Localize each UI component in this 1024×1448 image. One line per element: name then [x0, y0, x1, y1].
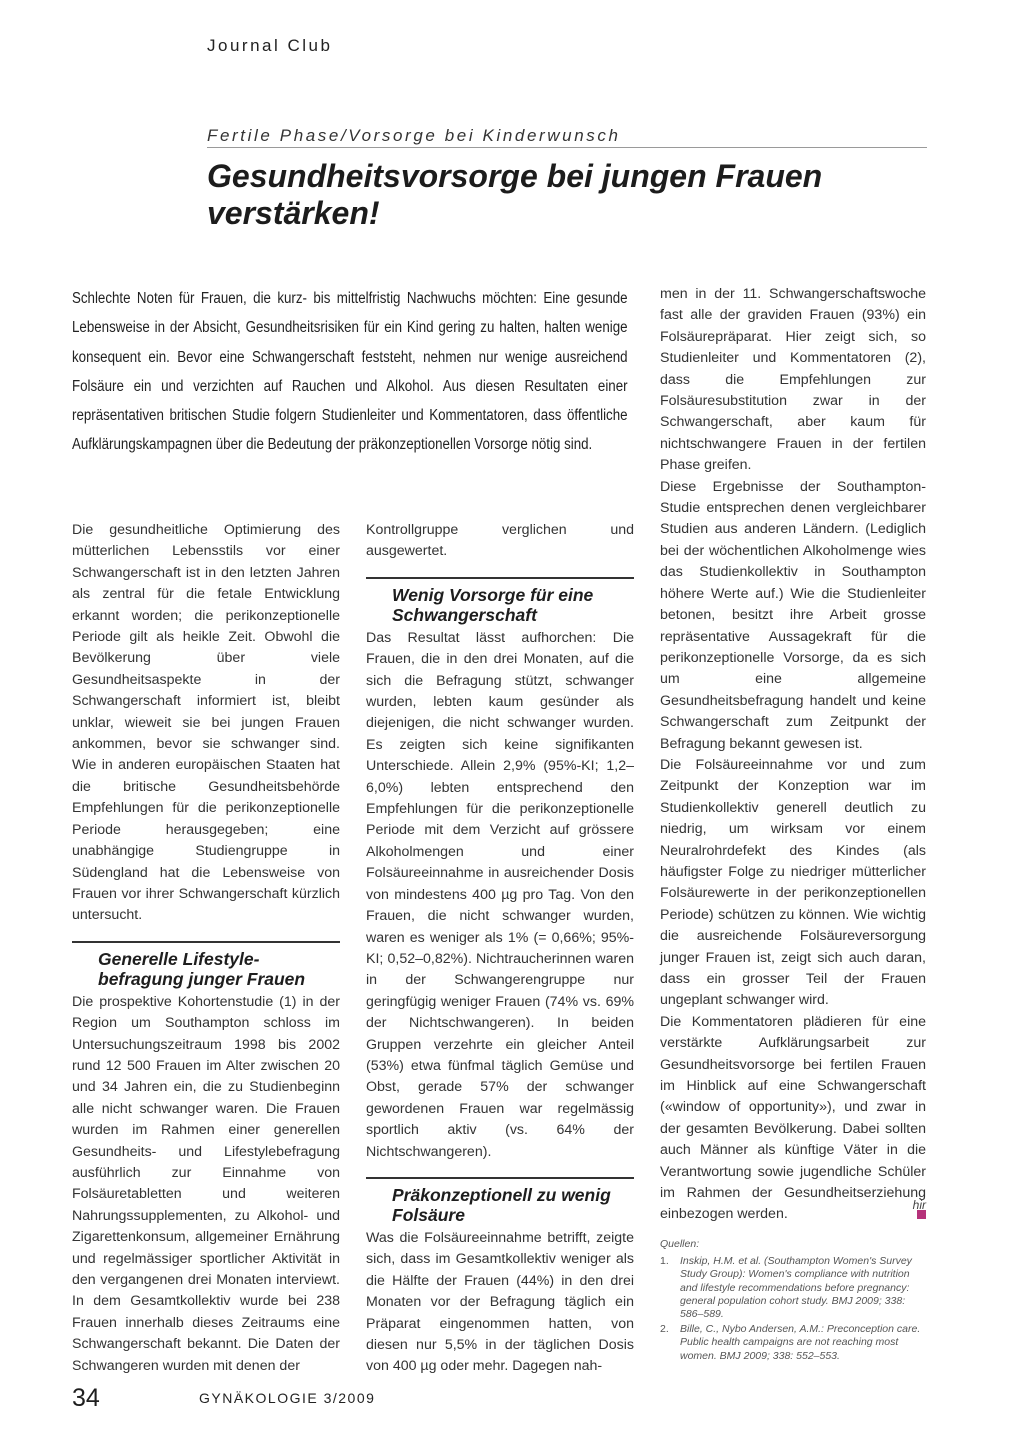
author-signature: hir	[912, 1198, 926, 1212]
page-number: 34	[72, 1384, 100, 1412]
running-head: Journal Club	[207, 36, 333, 55]
reference-text: Bille, C., Nybo Andersen, A.M.: Preconception care. Public health campaigns are not reaching most women. BMJ 2009; 338: 552–553.	[680, 1323, 921, 1362]
body-paragraph: Die prospektive Kohortenstudie (1) in der Region um Southampton schloss im Untersuchungszeitraum 1998 bis 2002 rund 12 500 Frauen im Alter zwischen 20 und 34 Jahren ein, die zu Studienbeginn alle nicht schwanger waren. Die Frauen wurden im Rahmen einer generellen Gesundheits- und Lifestylebefragung ausführlich zur Einnahme von Folsäuretabletten und weiteren Nahrungssupplementen, zu Alkohol- und Zigarettenkonsum, allgemeiner Ernährung und regelmässiger sportlicher Aktivität in den vergangenen drei Monaten interviewt. In dem Gesamtkollektiv wurde bei 238 Frauen innerhalb dieses Zeitraums eine Schwangerschaft bekannt. Die Daten der Schwangeren wurden mit denen der	[72, 993, 340, 1374]
body-paragraph-final	[660, 1012, 926, 1226]
subhead-rule	[366, 1177, 634, 1179]
reference-text: Inskip, H.M. et al. (Southampton Women's Survey Study Group): Women's compliance with nutrition and lifestyle recommendations before pregnancy: general population cohort study. BMJ 2009; 338: 586–589.	[680, 1255, 912, 1321]
subhead-wenig-vorsorge: Wenig Vorsorge für eine Schwangerschaft	[392, 584, 594, 625]
column-1	[72, 520, 340, 1377]
final-text: Die Kommentatoren plädieren für eine verstärkte Aufklärungsarbeit zur Gesundheitsvorsorge bei fertilen Frauen im Hinblick auf eine Schwangerschaft («window of opportunity»), und zwar in der gesamten Bevölkerung. Dabei sollten auch Männer als künftige Väter in die Verantwortung sowie jugendliche Schüler im Rahmen der Gesundheitserziehung einbezogen werden.	[660, 1013, 926, 1223]
sources-heading: Quellen:	[660, 1238, 700, 1250]
kicker-rule	[207, 147, 927, 148]
body-paragraph: men in der 11. Schwangerschaftswoche fast alle der graviden Frauen (93%) ein Folsäurepräparat. Hier zeigt sich, so Studienleiter und Kommentatoren (2), dass die Empfehlungen zur Folsäuresubstitution zwar in der Schwangerschaft, aber kaum für nichtschwangere Frauen in der fertilen Phase greifen.	[660, 286, 926, 474]
body-paragraph: Die gesundheitliche Optimierung des mütterlichen Lebensstils vor einer Schwangerschaft ist in den letzten Jahren als zentral für die fetale Entwicklung erkannt worden; die perikonzeptionelle Periode gilt als heikle Zeit. Obwohl die Bevölkerung über viele Gesundheitsaspekte in der Schwangerschaft informiert ist, bleibt unklar, wieweit sie bei jungen Frauen ankommen, bevor sie schwanger sind. Wie in anderen europäischen Staaten hat die britische Gesundheitsbehörde Empfehlungen für die perikonzeptionelle Periode herausgegeben; eine unabhängige Studiengruppe in Südengland hat die Lebensweise von Frauen vor ihrer Schwangerschaft kürzlich untersucht.	[72, 522, 340, 924]
body-paragraph: Das Resultat lässt aufhorchen: Die Frauen, die in den drei Monaten, auf die sich die Befragung stützt, schwanger wurden, lebten kaum gesünder als diejenigen, die nicht schwanger wurden. Es zeigten sich keine signifikanten Unterschiede. Allein 2,9% (95%-KI; 1,2–6,0%) lebten entsprechend den Empfehlungen für die perikonzeptionelle Periode mit dem Verzicht auf grössere Alkoholmengen und einer Folsäureeinnahme in ausreichender Dosis von mindestens 400 µg pro Tag. Von den Frauen, die nicht schwanger wurden, waren es weniger als 1% (= 0,66%; 95%-KI; 0,52–0,82%). Nichtraucherinnen waren in der Schwangerengruppe nur geringfügig weniger Frauen (74% vs. 69% der Nichtschwangeren). In beiden Gruppen verzehrte ein gleicher Anteil (53%) etwa fünfmal täglich Gemüse und Obst, gerade 57% der schwanger gewordenen Frauen war regelmässig sportlich aktiv (vs. 64% der Nichtschwangeren).	[366, 629, 634, 1160]
reference-number: 2.	[660, 1323, 669, 1336]
subhead-rule	[72, 941, 340, 943]
reference-item	[660, 1255, 926, 1321]
sources	[660, 1238, 926, 1365]
lead-paragraph: Schlechte Noten für Frauen, die kurz- bis mittelfristig Nachwuchs möchten: Eine gesunde Lebensweise in der Absicht, Gesundheitsrisiken für ein Kind gering zu halten, halten wenige konsequent ein. Bevor eine Schwangerschaft feststeht, nehmen nur wenige ausreichend Folsäure ein und verzichten auf Rauchen und Alkohol. Aus diesen Resultaten einer repräsentativen britischen Studie folgern Studienleiter und Kommentatoren, dass öffentliche Aufklärungskampagnen über die Bedeutung der präkonzeptionellen Vorsorge nötig sind.	[72, 290, 628, 454]
reference-item	[660, 1323, 926, 1363]
article-kicker: Fertile Phase/Vorsorge bei Kinderwunsch	[207, 126, 621, 145]
column-3	[660, 284, 926, 1226]
reference-number: 1.	[660, 1255, 669, 1268]
body-paragraph: Was die Folsäureeinnahme betrifft, zeigte sich, dass im Gesamtkollektiv weniger als die Hälfte der Frauen (44%) in den drei Monaten vor der Befragung täglich ein Präparat eingenommen hatten, von diesen nur 5,5% in der täglichen Dosis von 400 µg oder mehr. Dagegen nah-	[366, 1229, 634, 1375]
column-2	[366, 520, 634, 1378]
journal-name: GYNÄKOLOGIE 3/2009	[199, 1390, 376, 1406]
subhead-lifestyle: Generelle Lifestyle-befragung junger Frauen	[98, 948, 306, 989]
article-title: Gesundheitsvorsorge bei jungen Frauen verstärken!	[207, 158, 823, 231]
body-paragraph: Die Folsäureeinnahme vor und zum Zeitpunkt der Konzeption war im Studienkollektiv generell deutlich zu niedrig, um wirksam vor einem Neuralrohrdefekt des Kindes (als häufigster Folge zu niedriger mütterlicher Folsäurewerte in der perikonzeptionellen Periode) schützen zu können. Wie wichtig die ausreichende Folsäureversorgung junger Frauen ist, zeigt sich auch daran, dass ein grosser Teil der Frauen ungeplant schwanger wird.	[660, 756, 926, 1009]
subhead-rule	[366, 577, 634, 579]
body-paragraph: Diese Ergebnisse der Southampton-Studie entsprechen denen vergleichbarer Studien aus anderen Ländern. (Lediglich bei der wöchentlichen Alkoholmenge wies das Studienkollektiv in Southampton höhere Werte auf.) Wie die Studienleiter betonen, besitzt ihre Arbeit grosse repräsentative Aussagekraft für die perikonzeptionelle Vorsorge, da es sich um eine allgemeine Gesundheitsbefragung handelt und keine Schwangerschaft zum Zeitpunkt der Befragung bekannt gewesen ist.	[660, 478, 926, 752]
subhead-folsaeure: Präkonzeptionell zu wenig Folsäure	[392, 1184, 611, 1225]
body-paragraph: Kontrollgruppe verglichen und ausgewertet.	[366, 522, 634, 560]
